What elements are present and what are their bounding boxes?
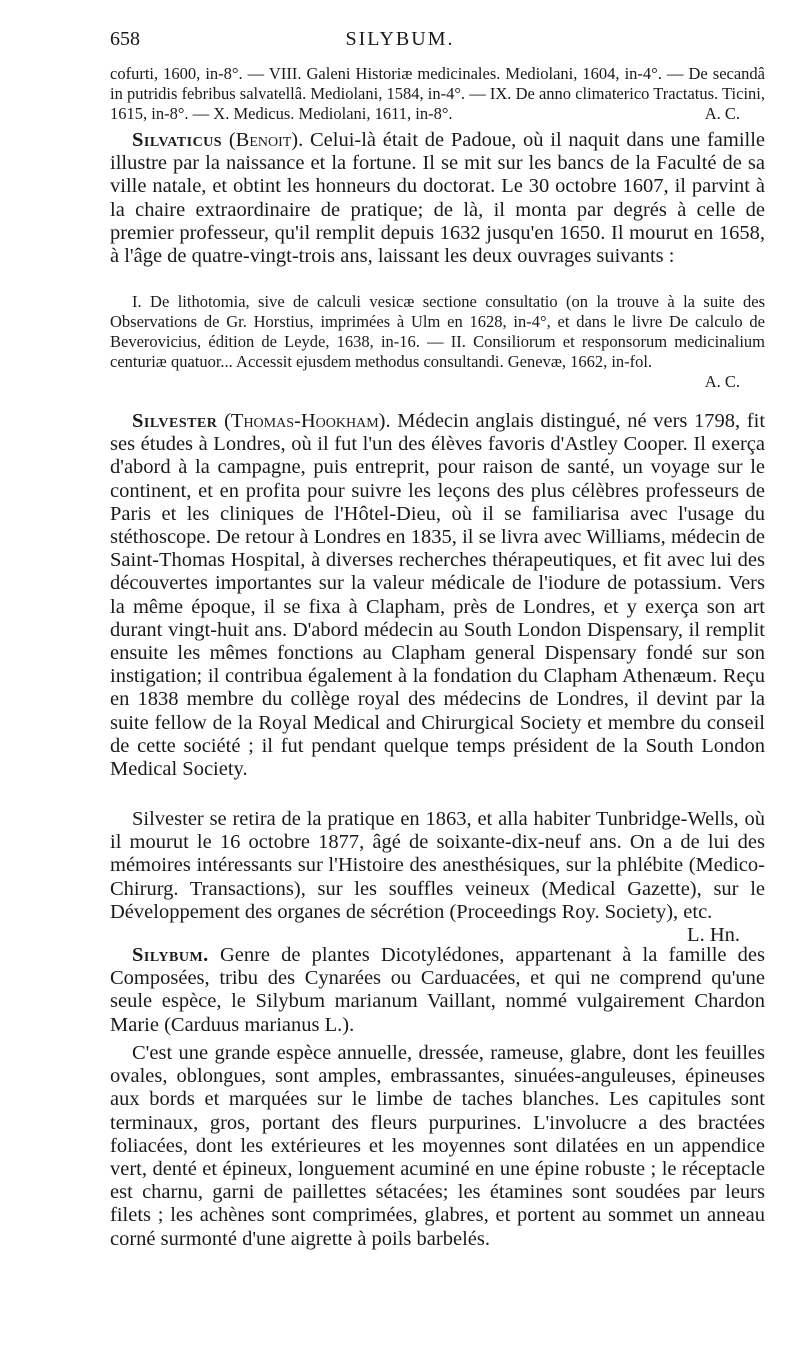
entry-headword: Silvester: [132, 410, 218, 432]
entry-person-name: (Benoit).: [228, 129, 304, 151]
signature: A. C.: [704, 372, 740, 391]
entry-silvaticus: [110, 129, 765, 268]
entry-silvester: [110, 410, 765, 781]
entry-body: Celui-là était de Padoue, où il naquit dans une famille illustre par la naissance et la fortune. Il se mit sur les bancs de la Faculté de sa ville natale, et obtint les honneurs du doctorat. Le 30 octobre 1607, il parvint à la chaire extraordinaire de pratique; de là, il monta par degrés à celle de premier professeur, qu'il remplit depuis 1632 jusqu'en 1650. Il mourut en 1658, à l'âge de quatre-vingt-trois ans, laissant les deux ouvrages suivants :: [110, 129, 766, 268]
entry-person-name: (Thomas-Hookham).: [224, 410, 391, 432]
silvaticus-bibliography: [110, 292, 765, 392]
signature: A. C.: [704, 104, 740, 123]
entry-body: C'est une grande espèce annuelle, dressée, rameuse, glabre, dont les feuilles ovales, oblongues, sont amples, embrassantes, sinuées-anguleuses, épineuses aux bords et marquées sur le limbe de taches blanches. Les capitules sont terminaux, gros, portant des fleurs purpurines. L'involucre a des bractées foliacées, dont les extérieures et les moyennes sont dilatées en un appendice vert, denté et épineux, longuement acuminé en une épine robuste ; le réceptacle est charnu, garni de paillettes sétacées; les étamines sont soudées par leurs filets ; les achènes sont comprimées, glabres, et portent au sommet un anneau corné surmonté d'une aigrette à poils barbelés.: [110, 1042, 765, 1250]
bibliography-text: I. De lithotomia, sive de calculi vesicæ sectione consultatio (on la trouve à la suite des Observations de Gr. Horstius, imprimées à Ulm en 1628, in-4°, et dans le livre De calculo de Beverovicius, édition de Leyde, 1638, in-16. — II. Consiliorum et responsorum medicinalium centuriæ quatuor... Accessit ejusdem methodus consultandi. Genevæ, 1662, in-fol.: [110, 292, 765, 371]
entry-body: Genre de plantes Dicotylédones, appartenant à la famille des Composées, tribu des Cynarées ou Carduacées, et qui ne comprend qu'une seule espèce, le Silybum marianum Vaillant, nommé vulgairement Chardon Marie (Carduus marianus L.).: [110, 944, 765, 1036]
page-header: [0, 18, 800, 58]
entry-body: Médecin anglais distingué, né vers 1798, fit ses études à Londres, où il fut l'un des élèves favoris d'Astley Cooper. Il exerça d'abord à la campagne, puis entreprit, pour raison de santé, un voyage sur le continent, et en profita pour suivre les leçons des plus célèbres professeurs de Paris et les cliniques de l'Hôtel-Dieu, où il se familiarisa avec l'usage du stéthoscope. De retour à Londres en 1835, il se livra avec Williams, médecin de Saint-Thomas Hospital, à diverses recherches thérapeutiques, et fit avec lui des découvertes importantes sur la valeur médicale de l'iodure de potassium. Vers la même époque, il se fixa à Clapham, près de Londres, et y exerça son art durant vingt-huit ans. D'abord médecin au South London Dispensary, il remplit ensuite les mêmes fonctions au Clapham general Dispensary fondé sur son instigation; il contribua également à la fondation du Clapham Athenæum. Reçu en 1838 membre du collège royal des médecins de Londres, il devint par la suite fellow de la Royal Medical and Chirurgical Society et membre du conseil de cette société ; il fut pendant quelque temps président de la South London Medical Society.: [110, 410, 766, 781]
silvester-paragraph-2: [110, 808, 765, 947]
entry-silybum: [110, 944, 765, 1037]
page-number: 658: [110, 28, 140, 50]
entry-headword: Silybum.: [132, 944, 209, 966]
running-title: SILYBUM.: [345, 28, 455, 50]
silybum-paragraph-2: [110, 1042, 765, 1251]
signature: L. Hn.: [687, 924, 740, 947]
continuation-bibliography: [110, 64, 765, 124]
continuation-text: cofurti, 1600, in-8°. — VIII. Galeni Historiæ medicinales. Mediolani, 1604, in-4°. — De secandâ in putridis febribus salvatellâ. Mediolani, 1584, in-4°. — IX. De anno climaterico Tractatus. Ticini, 1615, in-8°. — X. Medicus. Mediolani, 1611, in-8°.: [110, 64, 765, 123]
entry-headword: Silvaticus: [132, 129, 223, 151]
entry-body: Silvester se retira de la pratique en 1863, et alla habiter Tunbridge-Wells, où il mourut le 16 octobre 1877, âgé de soixante-dix-neuf ans. On a de lui des mémoires intéressants sur l'Histoire des anesthésiques, sur la phlébite (Medico-Chirurg. Transactions), sur les souffles veineux (Medical Gazette), sur le Développement des organes de sécrétion (Proceedings Roy. Society), etc.: [110, 808, 765, 923]
